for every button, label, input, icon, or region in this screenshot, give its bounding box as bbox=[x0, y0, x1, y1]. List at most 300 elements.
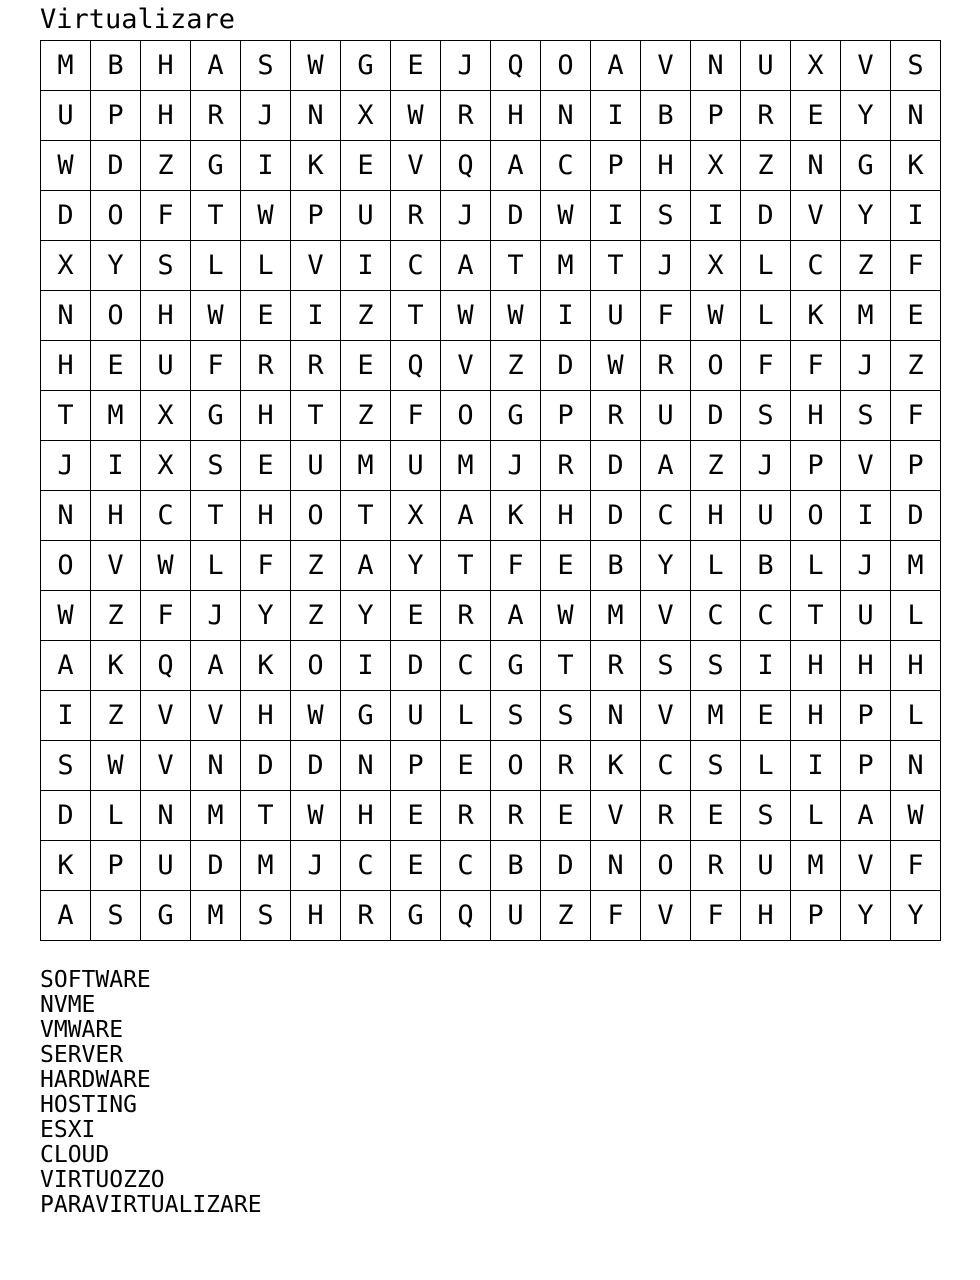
grid-cell[interactable]: N bbox=[141, 791, 191, 841]
grid-cell[interactable]: V bbox=[641, 891, 691, 941]
grid-cell[interactable]: L bbox=[691, 541, 741, 591]
grid-cell[interactable]: I bbox=[341, 241, 391, 291]
grid-cell[interactable]: V bbox=[91, 541, 141, 591]
grid-cell[interactable]: M bbox=[891, 541, 941, 591]
grid-cell[interactable]: S bbox=[641, 641, 691, 691]
grid-cell[interactable]: J bbox=[41, 441, 91, 491]
grid-cell[interactable]: I bbox=[291, 291, 341, 341]
grid-cell[interactable]: W bbox=[541, 191, 591, 241]
grid-cell[interactable]: P bbox=[91, 841, 141, 891]
grid-cell[interactable]: E bbox=[691, 791, 741, 841]
grid-cell[interactable]: V bbox=[641, 591, 691, 641]
grid-cell[interactable]: I bbox=[791, 741, 841, 791]
grid-cell[interactable]: W bbox=[41, 141, 91, 191]
grid-cell[interactable]: A bbox=[841, 791, 891, 841]
grid-cell[interactable]: A bbox=[491, 141, 541, 191]
grid-cell[interactable]: I bbox=[841, 491, 891, 541]
grid-cell[interactable]: O bbox=[291, 491, 341, 541]
grid-cell[interactable]: M bbox=[841, 291, 891, 341]
grid-cell[interactable]: S bbox=[241, 891, 291, 941]
grid-cell[interactable]: U bbox=[741, 41, 791, 91]
grid-cell[interactable]: W bbox=[491, 291, 541, 341]
grid-cell[interactable]: H bbox=[791, 391, 841, 441]
grid-cell[interactable]: G bbox=[841, 141, 891, 191]
grid-cell[interactable]: T bbox=[41, 391, 91, 441]
grid-cell[interactable]: S bbox=[141, 241, 191, 291]
grid-cell[interactable]: K bbox=[291, 141, 341, 191]
grid-cell[interactable]: X bbox=[141, 391, 191, 441]
grid-cell[interactable]: T bbox=[291, 391, 341, 441]
grid-cell[interactable]: W bbox=[41, 591, 91, 641]
grid-cell[interactable]: R bbox=[591, 641, 641, 691]
grid-cell[interactable]: R bbox=[391, 191, 441, 241]
grid-cell[interactable]: H bbox=[91, 491, 141, 541]
grid-cell[interactable]: N bbox=[291, 91, 341, 141]
grid-cell[interactable]: U bbox=[591, 291, 641, 341]
grid-cell[interactable]: B bbox=[641, 91, 691, 141]
grid-cell[interactable]: B bbox=[591, 541, 641, 591]
grid-cell[interactable]: I bbox=[541, 291, 591, 341]
grid-cell[interactable]: A bbox=[41, 891, 91, 941]
grid-cell[interactable]: A bbox=[191, 641, 241, 691]
grid-cell[interactable]: D bbox=[91, 141, 141, 191]
grid-cell[interactable]: H bbox=[141, 291, 191, 341]
grid-cell[interactable]: H bbox=[541, 491, 591, 541]
grid-cell[interactable]: P bbox=[841, 741, 891, 791]
grid-cell[interactable]: T bbox=[341, 491, 391, 541]
grid-cell[interactable]: Z bbox=[491, 341, 541, 391]
grid-cell[interactable]: G bbox=[341, 691, 391, 741]
grid-cell[interactable]: M bbox=[441, 441, 491, 491]
grid-cell[interactable]: V bbox=[141, 691, 191, 741]
grid-cell[interactable]: C bbox=[541, 141, 591, 191]
grid-cell[interactable]: B bbox=[491, 841, 541, 891]
grid-cell[interactable]: C bbox=[641, 491, 691, 541]
grid-cell[interactable]: C bbox=[141, 491, 191, 541]
grid-cell[interactable]: R bbox=[341, 891, 391, 941]
grid-cell[interactable]: L bbox=[441, 691, 491, 741]
grid-cell[interactable]: Z bbox=[841, 241, 891, 291]
grid-cell[interactable]: T bbox=[441, 541, 491, 591]
grid-cell[interactable]: N bbox=[791, 141, 841, 191]
grid-cell[interactable]: S bbox=[841, 391, 891, 441]
grid-cell[interactable]: V bbox=[641, 41, 691, 91]
grid-cell[interactable]: Q bbox=[141, 641, 191, 691]
grid-cell[interactable]: N bbox=[41, 291, 91, 341]
grid-cell[interactable]: W bbox=[291, 41, 341, 91]
grid-cell[interactable]: E bbox=[391, 791, 441, 841]
grid-cell[interactable]: F bbox=[891, 391, 941, 441]
grid-cell[interactable]: Z bbox=[341, 391, 391, 441]
grid-cell[interactable]: F bbox=[191, 341, 241, 391]
grid-cell[interactable]: S bbox=[891, 41, 941, 91]
grid-cell[interactable]: F bbox=[241, 541, 291, 591]
grid-cell[interactable]: Y bbox=[341, 591, 391, 641]
grid-cell[interactable]: B bbox=[741, 541, 791, 591]
grid-cell[interactable]: S bbox=[641, 191, 691, 241]
grid-cell[interactable]: E bbox=[391, 41, 441, 91]
grid-cell[interactable]: P bbox=[391, 741, 441, 791]
grid-cell[interactable]: D bbox=[541, 341, 591, 391]
grid-cell[interactable]: D bbox=[591, 491, 641, 541]
grid-cell[interactable]: R bbox=[691, 841, 741, 891]
grid-cell[interactable]: L bbox=[891, 591, 941, 641]
grid-cell[interactable]: L bbox=[741, 291, 791, 341]
grid-cell[interactable]: T bbox=[191, 491, 241, 541]
grid-cell[interactable]: G bbox=[491, 391, 541, 441]
grid-cell[interactable]: V bbox=[391, 141, 441, 191]
grid-cell[interactable]: F bbox=[141, 591, 191, 641]
grid-cell[interactable]: R bbox=[641, 791, 691, 841]
grid-cell[interactable]: W bbox=[241, 191, 291, 241]
grid-cell[interactable]: E bbox=[341, 341, 391, 391]
grid-cell[interactable]: O bbox=[491, 741, 541, 791]
grid-cell[interactable]: S bbox=[691, 641, 741, 691]
grid-cell[interactable]: I bbox=[91, 441, 141, 491]
grid-cell[interactable]: H bbox=[291, 891, 341, 941]
grid-cell[interactable]: Y bbox=[891, 891, 941, 941]
grid-cell[interactable]: V bbox=[791, 191, 841, 241]
grid-cell[interactable]: P bbox=[591, 141, 641, 191]
grid-cell[interactable]: J bbox=[641, 241, 691, 291]
grid-cell[interactable]: H bbox=[791, 641, 841, 691]
grid-cell[interactable]: W bbox=[391, 91, 441, 141]
grid-cell[interactable]: F bbox=[891, 841, 941, 891]
grid-cell[interactable]: H bbox=[41, 341, 91, 391]
grid-cell[interactable]: U bbox=[341, 191, 391, 241]
grid-cell[interactable]: C bbox=[441, 641, 491, 691]
grid-cell[interactable]: Q bbox=[441, 891, 491, 941]
grid-cell[interactable]: E bbox=[541, 791, 591, 841]
grid-cell[interactable]: I bbox=[241, 141, 291, 191]
grid-cell[interactable]: G bbox=[191, 141, 241, 191]
grid-cell[interactable]: L bbox=[791, 541, 841, 591]
grid-cell[interactable]: S bbox=[741, 791, 791, 841]
grid-cell[interactable]: T bbox=[191, 191, 241, 241]
grid-cell[interactable]: Q bbox=[391, 341, 441, 391]
grid-cell[interactable]: I bbox=[891, 191, 941, 241]
grid-cell[interactable]: U bbox=[141, 841, 191, 891]
grid-cell[interactable]: C bbox=[391, 241, 441, 291]
grid-cell[interactable]: M bbox=[791, 841, 841, 891]
grid-cell[interactable]: P bbox=[541, 391, 591, 441]
grid-cell[interactable]: R bbox=[541, 741, 591, 791]
grid-cell[interactable]: M bbox=[541, 241, 591, 291]
grid-cell[interactable]: T bbox=[591, 241, 641, 291]
grid-cell[interactable]: E bbox=[391, 591, 441, 641]
grid-cell[interactable]: E bbox=[441, 741, 491, 791]
grid-cell[interactable]: V bbox=[641, 691, 691, 741]
grid-cell[interactable]: U bbox=[741, 841, 791, 891]
grid-cell[interactable]: R bbox=[291, 341, 341, 391]
grid-cell[interactable]: Q bbox=[441, 141, 491, 191]
grid-cell[interactable]: C bbox=[641, 741, 691, 791]
grid-cell[interactable]: D bbox=[41, 791, 91, 841]
grid-cell[interactable]: Z bbox=[741, 141, 791, 191]
grid-cell[interactable]: H bbox=[491, 91, 541, 141]
grid-cell[interactable]: P bbox=[91, 91, 141, 141]
grid-cell[interactable]: C bbox=[791, 241, 841, 291]
grid-cell[interactable]: H bbox=[241, 491, 291, 541]
grid-cell[interactable]: L bbox=[791, 791, 841, 841]
grid-cell[interactable]: T bbox=[541, 641, 591, 691]
grid-cell[interactable]: Y bbox=[841, 91, 891, 141]
grid-cell[interactable]: N bbox=[341, 741, 391, 791]
grid-cell[interactable]: E bbox=[741, 691, 791, 741]
grid-cell[interactable]: R bbox=[641, 341, 691, 391]
grid-cell[interactable]: Z bbox=[541, 891, 591, 941]
grid-cell[interactable]: H bbox=[741, 891, 791, 941]
grid-cell[interactable]: X bbox=[691, 241, 741, 291]
grid-cell[interactable]: S bbox=[241, 41, 291, 91]
grid-cell[interactable]: A bbox=[641, 441, 691, 491]
grid-cell[interactable]: K bbox=[491, 491, 541, 541]
grid-cell[interactable]: H bbox=[141, 91, 191, 141]
grid-cell[interactable]: Z bbox=[341, 291, 391, 341]
grid-cell[interactable]: N bbox=[191, 741, 241, 791]
grid-cell[interactable]: P bbox=[891, 441, 941, 491]
grid-cell[interactable]: D bbox=[891, 491, 941, 541]
grid-cell[interactable]: H bbox=[841, 641, 891, 691]
grid-cell[interactable]: O bbox=[441, 391, 491, 441]
grid-cell[interactable]: G bbox=[191, 391, 241, 441]
grid-cell[interactable]: H bbox=[341, 791, 391, 841]
grid-cell[interactable]: U bbox=[641, 391, 691, 441]
grid-cell[interactable]: J bbox=[291, 841, 341, 891]
grid-cell[interactable]: E bbox=[241, 441, 291, 491]
grid-cell[interactable]: D bbox=[191, 841, 241, 891]
grid-cell[interactable]: A bbox=[191, 41, 241, 91]
grid-cell[interactable]: R bbox=[441, 791, 491, 841]
grid-cell[interactable]: E bbox=[341, 141, 391, 191]
grid-cell[interactable]: F bbox=[641, 291, 691, 341]
grid-cell[interactable]: M bbox=[341, 441, 391, 491]
grid-cell[interactable]: K bbox=[791, 291, 841, 341]
grid-cell[interactable]: Y bbox=[241, 591, 291, 641]
grid-cell[interactable]: P bbox=[691, 91, 741, 141]
grid-cell[interactable]: K bbox=[591, 741, 641, 791]
grid-cell[interactable]: H bbox=[141, 41, 191, 91]
grid-cell[interactable]: S bbox=[491, 691, 541, 741]
grid-cell[interactable]: U bbox=[41, 91, 91, 141]
grid-cell[interactable]: E bbox=[541, 541, 591, 591]
grid-cell[interactable]: N bbox=[41, 491, 91, 541]
grid-cell[interactable]: R bbox=[441, 591, 491, 641]
grid-cell[interactable]: X bbox=[41, 241, 91, 291]
grid-cell[interactable]: J bbox=[841, 341, 891, 391]
grid-cell[interactable]: L bbox=[191, 541, 241, 591]
grid-cell[interactable]: K bbox=[891, 141, 941, 191]
grid-cell[interactable]: F bbox=[391, 391, 441, 441]
grid-cell[interactable]: F bbox=[891, 241, 941, 291]
grid-cell[interactable]: L bbox=[241, 241, 291, 291]
grid-cell[interactable]: G bbox=[391, 891, 441, 941]
grid-cell[interactable]: V bbox=[841, 41, 891, 91]
grid-cell[interactable]: U bbox=[741, 491, 791, 541]
grid-cell[interactable]: T bbox=[241, 791, 291, 841]
grid-cell[interactable]: J bbox=[241, 91, 291, 141]
grid-cell[interactable]: D bbox=[41, 191, 91, 241]
grid-cell[interactable]: Z bbox=[141, 141, 191, 191]
grid-cell[interactable]: L bbox=[741, 741, 791, 791]
grid-cell[interactable]: F bbox=[591, 891, 641, 941]
grid-cell[interactable]: W bbox=[191, 291, 241, 341]
grid-cell[interactable]: O bbox=[291, 641, 341, 691]
grid-cell[interactable]: L bbox=[91, 791, 141, 841]
grid-cell[interactable]: P bbox=[291, 191, 341, 241]
grid-cell[interactable]: U bbox=[141, 341, 191, 391]
grid-cell[interactable]: J bbox=[441, 191, 491, 241]
grid-cell[interactable]: D bbox=[491, 191, 541, 241]
grid-cell[interactable]: V bbox=[591, 791, 641, 841]
grid-cell[interactable]: Z bbox=[91, 591, 141, 641]
grid-cell[interactable]: U bbox=[291, 441, 341, 491]
grid-cell[interactable]: U bbox=[391, 441, 441, 491]
grid-cell[interactable]: X bbox=[341, 91, 391, 141]
grid-cell[interactable]: N bbox=[591, 691, 641, 741]
grid-cell[interactable]: X bbox=[141, 441, 191, 491]
grid-cell[interactable]: U bbox=[491, 891, 541, 941]
grid-cell[interactable]: E bbox=[241, 291, 291, 341]
grid-cell[interactable]: W bbox=[441, 291, 491, 341]
grid-cell[interactable]: R bbox=[191, 91, 241, 141]
grid-cell[interactable]: Y bbox=[841, 191, 891, 241]
grid-cell[interactable]: N bbox=[691, 41, 741, 91]
grid-cell[interactable]: W bbox=[591, 341, 641, 391]
grid-cell[interactable]: L bbox=[891, 691, 941, 741]
grid-cell[interactable]: D bbox=[741, 191, 791, 241]
grid-cell[interactable]: I bbox=[591, 191, 641, 241]
grid-cell[interactable]: F bbox=[691, 891, 741, 941]
grid-cell[interactable]: Z bbox=[291, 591, 341, 641]
grid-cell[interactable]: M bbox=[591, 591, 641, 641]
grid-cell[interactable]: A bbox=[441, 491, 491, 541]
grid-cell[interactable]: E bbox=[91, 341, 141, 391]
grid-cell[interactable]: H bbox=[791, 691, 841, 741]
grid-cell[interactable]: X bbox=[791, 41, 841, 91]
grid-cell[interactable]: C bbox=[441, 841, 491, 891]
grid-cell[interactable]: Y bbox=[641, 541, 691, 591]
grid-cell[interactable]: R bbox=[541, 441, 591, 491]
grid-cell[interactable]: J bbox=[191, 591, 241, 641]
grid-cell[interactable]: P bbox=[841, 691, 891, 741]
grid-cell[interactable]: V bbox=[841, 841, 891, 891]
grid-cell[interactable]: Z bbox=[691, 441, 741, 491]
grid-cell[interactable]: B bbox=[91, 41, 141, 91]
grid-cell[interactable]: V bbox=[141, 741, 191, 791]
grid-cell[interactable]: H bbox=[641, 141, 691, 191]
grid-cell[interactable]: T bbox=[391, 291, 441, 341]
grid-cell[interactable]: N bbox=[591, 841, 641, 891]
grid-cell[interactable]: A bbox=[441, 241, 491, 291]
grid-cell[interactable]: F bbox=[741, 341, 791, 391]
grid-cell[interactable]: T bbox=[491, 241, 541, 291]
grid-cell[interactable]: E bbox=[791, 91, 841, 141]
grid-cell[interactable]: R bbox=[491, 791, 541, 841]
grid-cell[interactable]: S bbox=[741, 391, 791, 441]
grid-cell[interactable]: R bbox=[441, 91, 491, 141]
grid-cell[interactable]: S bbox=[541, 691, 591, 741]
grid-cell[interactable]: D bbox=[391, 641, 441, 691]
grid-cell[interactable]: K bbox=[91, 641, 141, 691]
grid-cell[interactable]: O bbox=[691, 341, 741, 391]
grid-cell[interactable]: Z bbox=[891, 341, 941, 391]
grid-cell[interactable]: D bbox=[241, 741, 291, 791]
grid-cell[interactable]: M bbox=[41, 41, 91, 91]
grid-cell[interactable]: F bbox=[141, 191, 191, 241]
grid-cell[interactable]: H bbox=[241, 691, 291, 741]
grid-cell[interactable]: Z bbox=[91, 691, 141, 741]
grid-cell[interactable]: C bbox=[691, 591, 741, 641]
grid-cell[interactable]: M bbox=[241, 841, 291, 891]
grid-cell[interactable]: W bbox=[291, 691, 341, 741]
grid-cell[interactable]: E bbox=[891, 291, 941, 341]
grid-cell[interactable]: M bbox=[191, 891, 241, 941]
grid-cell[interactable]: Z bbox=[291, 541, 341, 591]
grid-cell[interactable]: J bbox=[441, 41, 491, 91]
grid-cell[interactable]: X bbox=[391, 491, 441, 541]
grid-cell[interactable]: H bbox=[691, 491, 741, 541]
grid-cell[interactable]: V bbox=[441, 341, 491, 391]
grid-cell[interactable]: S bbox=[41, 741, 91, 791]
grid-cell[interactable]: A bbox=[341, 541, 391, 591]
grid-cell[interactable]: N bbox=[891, 741, 941, 791]
grid-cell[interactable]: A bbox=[491, 591, 541, 641]
grid-cell[interactable]: A bbox=[591, 41, 641, 91]
grid-cell[interactable]: K bbox=[241, 641, 291, 691]
grid-cell[interactable]: F bbox=[791, 341, 841, 391]
grid-cell[interactable]: J bbox=[491, 441, 541, 491]
grid-cell[interactable]: T bbox=[791, 591, 841, 641]
grid-cell[interactable]: W bbox=[891, 791, 941, 841]
grid-cell[interactable]: W bbox=[291, 791, 341, 841]
grid-cell[interactable]: I bbox=[591, 91, 641, 141]
grid-cell[interactable]: D bbox=[541, 841, 591, 891]
grid-cell[interactable]: O bbox=[641, 841, 691, 891]
grid-cell[interactable]: U bbox=[391, 691, 441, 741]
grid-cell[interactable]: G bbox=[141, 891, 191, 941]
grid-cell[interactable]: H bbox=[891, 641, 941, 691]
grid-cell[interactable]: F bbox=[491, 541, 541, 591]
grid-cell[interactable]: P bbox=[791, 891, 841, 941]
grid-cell[interactable]: U bbox=[841, 591, 891, 641]
grid-cell[interactable]: W bbox=[691, 291, 741, 341]
grid-cell[interactable]: L bbox=[191, 241, 241, 291]
grid-cell[interactable]: O bbox=[541, 41, 591, 91]
grid-cell[interactable]: D bbox=[591, 441, 641, 491]
grid-cell[interactable]: W bbox=[91, 741, 141, 791]
grid-cell[interactable]: A bbox=[41, 641, 91, 691]
grid-cell[interactable]: V bbox=[841, 441, 891, 491]
grid-cell[interactable]: E bbox=[391, 841, 441, 891]
grid-cell[interactable]: J bbox=[741, 441, 791, 491]
grid-cell[interactable]: I bbox=[691, 191, 741, 241]
grid-cell[interactable]: M bbox=[91, 391, 141, 441]
grid-cell[interactable]: Q bbox=[491, 41, 541, 91]
grid-cell[interactable]: K bbox=[41, 841, 91, 891]
grid-cell[interactable]: S bbox=[691, 741, 741, 791]
grid-cell[interactable]: W bbox=[541, 591, 591, 641]
grid-cell[interactable]: L bbox=[741, 241, 791, 291]
grid-cell[interactable]: O bbox=[91, 191, 141, 241]
grid-cell[interactable]: N bbox=[541, 91, 591, 141]
grid-cell[interactable]: Y bbox=[841, 891, 891, 941]
grid-cell[interactable]: C bbox=[741, 591, 791, 641]
grid-cell[interactable]: Y bbox=[391, 541, 441, 591]
grid-cell[interactable]: I bbox=[741, 641, 791, 691]
grid-cell[interactable]: R bbox=[591, 391, 641, 441]
grid-cell[interactable]: M bbox=[191, 791, 241, 841]
